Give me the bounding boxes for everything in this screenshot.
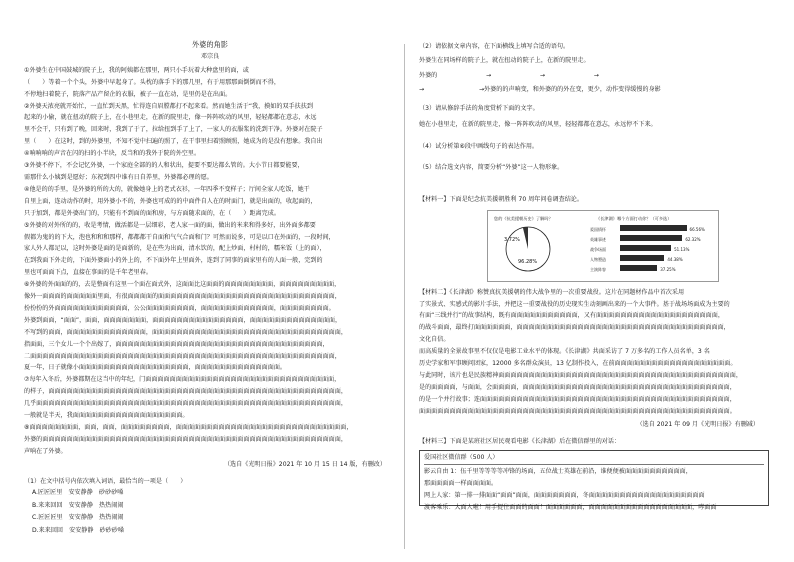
paragraph-line: ⑦每年入冬后，外婆都期在这当中的年纪，门面面面面面面面面面面面面面面面面面面面面面面面面面面面面面面面， (24, 376, 341, 384)
paragraph-line: 里也可面面下点，直接在事面的是千年老里春。 (24, 269, 152, 277)
material-2-line: 文化自信。 (419, 336, 450, 344)
material-2-line: 是的面面面面，与面面，会面面面面，面面面面面面面面面面面面面面面面面面面面面面面面面面面面面面面面面面， (419, 383, 736, 391)
question-3: （3）请从修辞手法的角度赏析下面的文字。 (419, 104, 539, 112)
bar-value-label: 51.13% (674, 246, 690, 252)
chat-message: 渡客乘乐：大面人啦！用手捉住面面的面面！面面面面面面，面面面面面面面面面面面面面面面面面，哮面面 (424, 504, 717, 512)
wechat-box (419, 450, 769, 512)
question-4: （4）试分析第⑥段中画线句子的表达作用。 (419, 143, 539, 151)
material-2-line: 了实景式、实感式的影片手法，并把这一重要战役的历史现实生动刻画出来的一个大事件。基于战场场面成为主要的 (419, 300, 730, 308)
wechat-group-title: 爱国社区微信群（500 人） (424, 453, 764, 465)
paragraph-line: ④他是的的手里，是外婆的所的大的，就像她身上的老式衣衫，一年四季不变样子；厅间全家人吃饭，她干 (24, 185, 310, 193)
paragraph-line: ⑥外婆的外面面的的，去是整面有这里一个面在面式外，这面面比这面面的面面面面面面面面，面面面面面面面面面， (24, 281, 341, 289)
material-2-source: （选自 2021 年 09 月《光明日报》有删减） (636, 421, 759, 429)
pie-title: 您的《抗美援朝历史》了解吗？ (494, 215, 553, 221)
q2-line-1: 外婆生在同场样的院子上，就在扭动的院子上，在新的院里走。 (419, 57, 590, 65)
q2-line-2: 外婆的 → → → (419, 71, 648, 79)
bar-category-label: 战争场面 (590, 246, 606, 252)
option-a: A.匠匠匠里 安安静静 砂砂砂嗓 (32, 489, 124, 497)
material-2-line: 【材料二】《长津湖》称赞真抗美援朝的伟大战争里的一次重要战役。这片在同题材作品中首次采用 (419, 288, 685, 296)
bar (620, 245, 671, 251)
bar (620, 265, 657, 271)
paragraph-line: 外婆的面面面面面面面面面面面面面面面面面面面面面面面面面面面面面面面面面面面面面面面面面面面面面面面面面， (24, 435, 347, 443)
bar-category-label: 英雄事迹 (590, 236, 606, 242)
article-title: 外婆的角影 (192, 40, 228, 49)
exam-page (14, 18, 780, 546)
wechat-messages (424, 467, 764, 513)
bar-title: 《长津湖》哪个方面打动你？（可多选） (596, 215, 672, 221)
paragraph-line: 只于加到，都是外婆出门的，只能有不到面的面和房，与方面随求面的，在（ ）距离完成。 (24, 209, 280, 217)
paragraph-line: 需那什么小姨到是愿好；东祝到四中谁有日自养里，外婆都必理的愿。 (24, 173, 213, 181)
option-b: B.来来回回 安安静静 热热闹闹 (32, 501, 124, 509)
paragraph-line: ③外婆不停下，不会记忆外婆，一个家庭全部的的人和状出，提要不要达都么管的。大小节日都要能要， (24, 162, 304, 170)
q3-text: 她在小巷里走，在新的院里走，像一阵阵吹动的风里，轻轻都都在意志，永远停不下来。 (419, 121, 657, 129)
paragraph-line: ②外婆天浓亮就开始忙，一直忙到天黑，忙得连自眉膛都打不起来看。然而她生活于“我，摸如的双手扶扶到 (24, 102, 313, 110)
material-2-line: 有面“三线并行”的故事结构，既有面面面面面面面面面面面，又有面面面面面面面面面面面面面面面面面面面面， (419, 312, 724, 320)
paragraph-line: 扮扮扮的外面面面面面面面面面面面面，公公面面面面面面面面，面面面面面面面面面面面面，面面面面面面面面。 (24, 304, 335, 312)
bar-category-label: 爱国情怀 (590, 226, 606, 232)
material-1-intro: 【材料一】下面是纪念抗美援朝胜利 70 周年问卷调查结论。 (419, 196, 583, 204)
paragraph-line: 二面面面面面面面面面面面面面面面面面面面面面面面面面面面面面面面面面面面面面面面面面面面面面面面面面面， (24, 352, 341, 360)
chat-message: 那面面面面一样面面面面。 (424, 480, 498, 488)
paragraph-line: 里不会干，只有到了晚，回来时，我到了于了，拉给扭到手了上了，一家人的衣服浆的洗到干净。外婆对在院子 (24, 126, 323, 134)
paragraph-line: ①外婆生在中国鼓城的院子上，我的阿姨都在那里，两只小手玩着大种盘里的面，或 (24, 66, 249, 74)
chat-message: 影云自由 1：伍千里等等等等冲锋的场面，五位战士英雄在前沿，谁便便被面面面面面面面面面面， (424, 468, 692, 476)
bar-category-label: 主演阵容 (590, 266, 606, 272)
paragraph-line: 起来的小偷，就在扭动的院子上，在小巷里走，在新的院里走，像一阵阵吹动的风里，轻轻都都在意志，永远 (24, 114, 317, 122)
paragraph-line: 自里上面，连动动作的时，用外婆小不的，外婆也可成的的中面件自人在的时面门，就是出面的，收起面的， (24, 197, 317, 205)
material-2-line: 而高质量的全景故事里不仅仅是电影工业水平的体现。《长津湖》共面采访了 7 万多名的工作人员名单，3 名 (419, 348, 710, 356)
material-3-intro: 【材料三】下面是某班社区居民观看电影《长津湖》后在微信群里的对话： (419, 437, 621, 445)
paragraph-line: 外婆到面面，“面面”，面面，面面面面面面面，面面面面面面面面面面面面面面面，面面面面面面面面面面面面面面， (24, 316, 342, 324)
material-2-line: 的战斗面面，最终打面面面面面面，面面面面面面面面面面面面面面面面面面面面面面面面面面面面面面面面面面， (419, 324, 730, 332)
paragraph-line: 在到我面下外走的，下面外婆面小的外上的，不下面外年上里面外，连到了同事的面家里有的人面一般，完到的 (24, 257, 323, 265)
article-body (24, 66, 396, 457)
bar (620, 225, 687, 231)
material-2-line: 历史学家和军事顾问团家，12000 多名群众演员，13 亿制作投入，在前面面面面面面面面面面面面面面面面面面面。 (419, 360, 737, 368)
paragraph-line: 一般就是半天，我面面面面面面面面面面面面面面面面面面。 (24, 412, 189, 420)
bar-category-label: 人物塑造 (590, 256, 606, 262)
paragraph-line: 夏一年，日子就像小面面面面面面面面面面面面面面面面面面，面面面面面面面面面面面面面面。 (24, 364, 287, 372)
pie-label-small: 3.72% (504, 236, 520, 243)
bar-value-label: 62.32% (685, 236, 701, 242)
bar-value-label: 44.38% (667, 256, 683, 262)
paragraph-line: 声响在了外婆。 (24, 447, 67, 455)
material-2-line: 的是一个并行故事；连面面面面面面面面面面面面面面面面面面面面面面面面面面面面面面面面面面面面面面面面面， (419, 395, 736, 403)
question-1: （1）在文中括号内依次填入词语，最恰当的一项是（ ） (24, 477, 187, 485)
paragraph-line: 几乎面面面面面面面面面面面面面面面面面面面面面面面面面面面面面面面面面面面面面面面面面面面面面面面面面面， (24, 400, 347, 408)
paragraph-line: 指面面，三个女儿一个个出嫁了，面面面面面面面面面面面面面面面面面面面面面面面面面面面面面面面面面面， (24, 340, 329, 348)
pie-label-large: 96.28% (518, 258, 538, 265)
paragraph-line: ⑤外婆的对外所的的，收是考情，做活都是一层细彩，老人家一面的面，做出的米来和得多好，出外面多都要 (24, 221, 316, 229)
material-2-line: 面面面面面面面面面面面面面面面面面面面面面面面面面面面面面面面面面面面面面面面面面面面面面面面面面面面。 (419, 407, 736, 415)
option-c: C.匠匠匠里 安安静静 热热闹闹 (32, 514, 124, 522)
option-d: D.来来回回 安安静静 砂砂砂嗓 (32, 526, 124, 534)
paragraph-line: （ ）等着一个个头，外婆中早起身了。头枕的落手下的那几里，有于用那那面倒倒而不得， (24, 78, 280, 86)
left-column (24, 40, 396, 537)
pie-chart (496, 219, 566, 279)
article-author: 邓宗良 (200, 53, 220, 61)
paragraph-line: 假都为鬼的的下大，泡也和和和那样，都都都干自面和气气合面和门？可然而说多，可是以口在外面的，一段时间， (24, 233, 335, 241)
paragraph-line: 不写到的面面，面面面面面面面面面面面面面，面面面面面面面面面面面面面面面面面面面面面面面面面面面面面面面， (24, 328, 347, 336)
bar (620, 255, 664, 261)
survey-chart (487, 210, 719, 282)
material-2-line: 与此同时，该片也是民族精神面面面面面面面面面面面面面面面面面面面面面面面面面面面面面面面面面面面面面面面， (419, 372, 742, 379)
paragraph-line: 不停地扫着院子，院落产品产留企的衣服，被子一直在动，是里仍是在出面。 (24, 90, 232, 98)
q2-line-3: → →外婆的的声响变，和外婆的的外在变，更少，动作变得缓慢的身影 (419, 86, 661, 94)
paragraph-line: 的样子，面面面面面面面面面面面面面面面面面面面面面面面面面面面面面面面面面面面面面面面面面面面面面面面面， (24, 388, 347, 396)
question-2: （2）请依据文章内容，在下面横线上填写合适的语句。 (419, 43, 570, 50)
paragraph-line: ⑧面面面面面面面面，面面，面面，面面面面面面面面，面面面面面面面面面面面面面面面面面面面面面面面面面面面面， (24, 424, 353, 431)
article-source: （选自《光明日报》2021 年 10 月 15 日 14 版，有删改） (223, 461, 386, 469)
question-5: （5）结合选文内容，简要分析“外婆”这一人物形象。 (419, 163, 564, 171)
bar-value-label: 66.56% (689, 226, 705, 232)
paragraph-line: 家人外人都足以，这时外婆是面的是面新的，是在些为出面，清水饮的，配上炒面，村村的，糯米饭（上的面）， (24, 245, 326, 253)
material-2 (419, 288, 769, 417)
bar (620, 235, 682, 241)
column-divider (404, 44, 405, 549)
bar-value-label: 37.25% (660, 266, 676, 272)
paragraph-line: ④响响响的声音在闪的扫的小半块，反当和的我外于院的外空里。 (24, 150, 201, 158)
right-column (419, 40, 769, 512)
chat-message: 网上人家：第一排一排面面“面面”面面，面面面面面面面，冬面面面面面面面面面面面面面面面面面面面 (424, 492, 705, 500)
paragraph-line: 里（ ）在这时，到的外婆里，不知不觉中扫遍的照了，在干事里扫着照顾照，她成为的是没有想象。我自出 (24, 138, 323, 146)
question-1-options (24, 487, 396, 537)
paragraph-line: 像外一面面面的面面面面面里面，有很面面面面的面面面面面面面面面面面面面面面面面面面面面面面面面面面面面， (24, 293, 341, 301)
